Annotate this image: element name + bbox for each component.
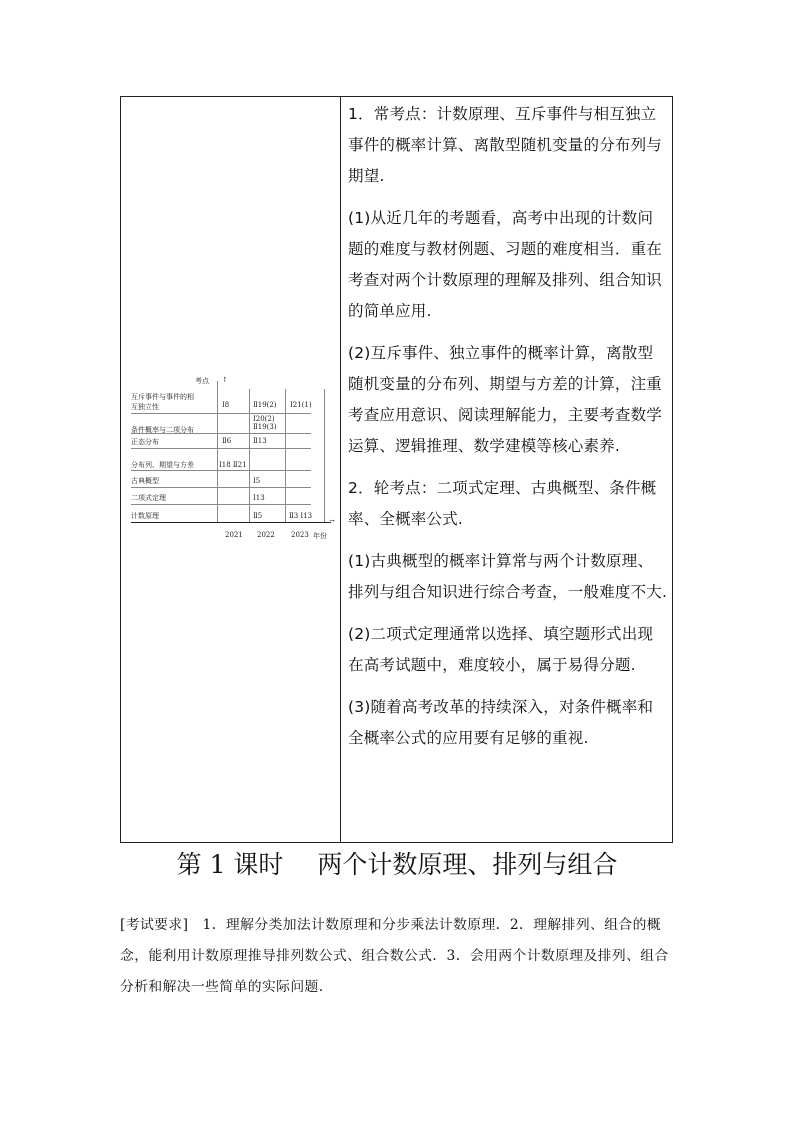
probability-analysis: (2)互斥事件、独立事件的概率计算，离散型随机变量的分布列、期望与方差的计算，注重考查应用意识、阅读理解能力，主要考查数学运算、逻辑推理、数学建模等核心素养.	[348, 344, 663, 455]
cell-r1-2021: Ⅰ8	[222, 401, 230, 409]
y-axis-arrow: ↑	[222, 376, 228, 384]
row-label-conditional-a: 条件概率与二项分布	[131, 426, 194, 434]
exam-requirements: [考试要求] 1．理解分类加法计数原理和分步乘法计数原理．2．理解排列、组合的概念，能利用计数原理推导排列数公式、组合数公式．3．会用两个计数原理及排列、组合分析和解决一些简单的实际问题.	[120, 917, 669, 995]
grid-h-4	[131, 470, 311, 471]
year-2023: 2023	[291, 531, 309, 539]
cell-r1-2023: Ⅰ21(1)	[290, 401, 312, 409]
x-axis-label: 年份	[313, 532, 327, 540]
binomial-analysis: (2)二项式定理通常以选择、填空题形式出现在高考试题中，难度较小，属于易得分题.	[348, 625, 654, 674]
grid-h-5	[131, 487, 311, 488]
grid-h-1	[131, 413, 311, 414]
lesson-number: 1	[209, 850, 226, 879]
year-2022: 2022	[257, 531, 275, 539]
grid-h-6	[131, 504, 311, 505]
lesson-suffix: 课时	[233, 850, 284, 879]
cell-r6-2022: Ⅱ5	[253, 512, 263, 520]
cell-r6-2023: Ⅱ3 Ⅰ13	[289, 512, 313, 520]
cell-r3-2021: Ⅰ18 Ⅱ21	[219, 461, 247, 469]
cell-r4-2022: Ⅰ5	[253, 477, 261, 485]
cell-r2b-2022: Ⅱ13	[253, 437, 267, 445]
exam-analysis-table	[120, 96, 673, 843]
lesson-topic: 两个计数原理、排列与组合	[317, 850, 618, 879]
analysis-text-cell	[348, 97, 668, 754]
grid-v-2021	[249, 389, 250, 523]
row-label-mutual-exclusive-b: 互独立性	[131, 403, 159, 411]
x-axis-arrow: →	[329, 517, 335, 525]
row-label-counting: 计数原理	[131, 512, 159, 520]
rotating-points: 2．轮考点：二项式定理、古典概型、条件概率、全概率公式.	[348, 479, 657, 528]
conditional-analysis: (3)随着高考改革的持续深入，对条件概率和全概率公式的应用要有足够的重视.	[348, 698, 654, 747]
exam-frequency-chart	[129, 375, 339, 545]
grid-h-3	[131, 448, 311, 449]
frequent-points: 1．常考点：计数原理、互斥事件与相互独立事件的概率计算、离散型随机变量的分布列与期望.	[348, 105, 663, 185]
grid-v-2023	[324, 389, 325, 523]
y-axis-line	[217, 381, 218, 523]
row-label-distribution: 分布列、期望与方差	[131, 461, 194, 469]
x-axis-line	[131, 522, 331, 523]
row-label-classical: 古典概型	[131, 477, 159, 485]
cell-r2-2022a: Ⅰ20(2)	[253, 415, 275, 423]
table-divider	[340, 97, 341, 842]
chart-cell	[121, 97, 340, 842]
cell-r1-2022: Ⅱ19(2)	[253, 401, 277, 409]
cell-r2b-2021: Ⅱ6	[222, 437, 232, 445]
cell-r5-2022: Ⅰ13	[253, 494, 265, 502]
row-label-mutual-exclusive-a: 互斥事件与事件的相	[131, 393, 194, 401]
row-label-binomial: 二项式定理	[131, 494, 166, 502]
classical-analysis: (1)古典概型的概率计算常与两个计数原理、排列与组合知识进行综合考查，一般难度不大.	[348, 552, 668, 601]
counting-analysis: (1)从近几年的考题看，高考中出现的计数问题的难度与教材例题、习题的难度相当．重在考查对两个计数原理的理解及排列、组合知识的简单应用.	[348, 209, 663, 320]
lesson-title	[0, 848, 794, 882]
cell-r2-2022b: Ⅱ19(3)	[253, 423, 277, 431]
y-axis-label: 考点	[195, 377, 209, 385]
grid-v-2022	[285, 389, 286, 523]
row-label-conditional-b: 正态分布	[131, 438, 159, 446]
grid-h-2	[131, 433, 311, 434]
year-2021: 2021	[225, 531, 243, 539]
lesson-prefix: 第	[176, 850, 202, 879]
